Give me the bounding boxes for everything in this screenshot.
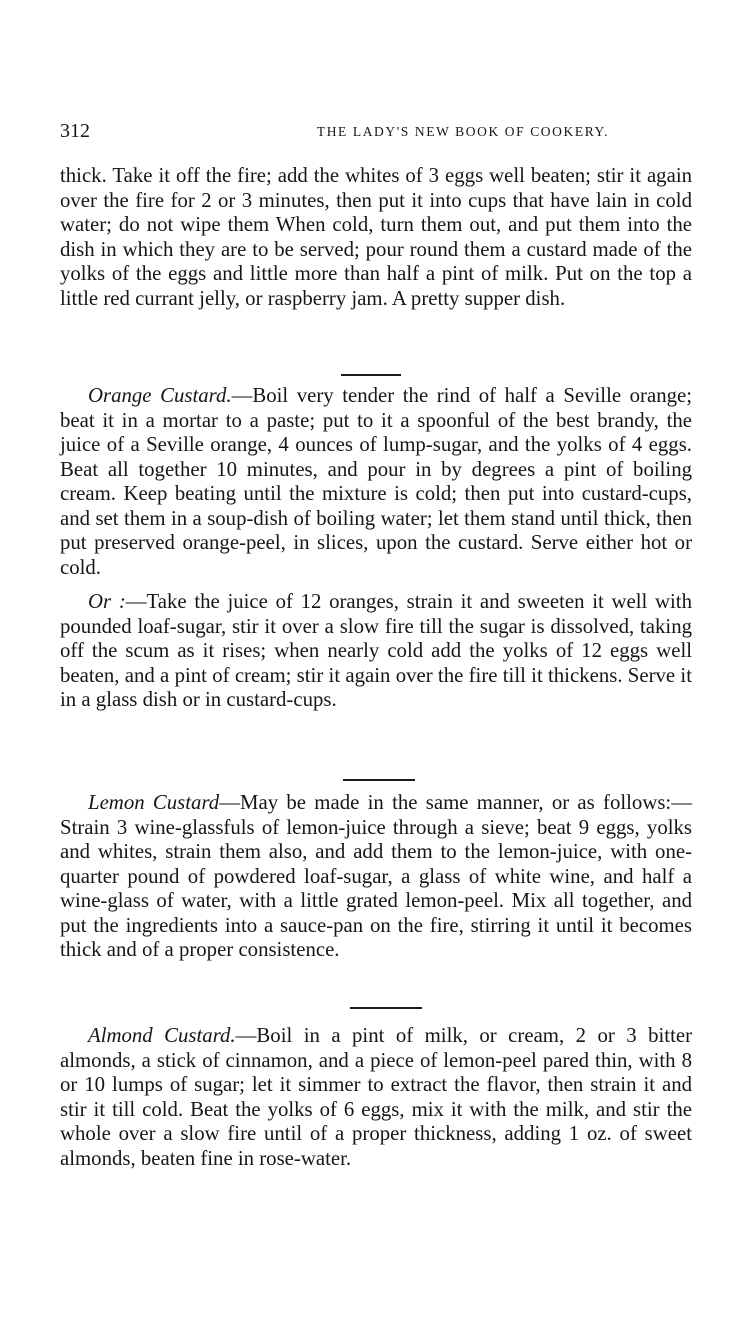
lemon-custard-block [60, 791, 692, 963]
section-divider [341, 374, 401, 376]
orange-variant-text: —Take the juice of 12 oranges, strain it and sweeten it well with pounded loaf-sugar, stir it over a slow fire till the sugar is dissolved, taking off the scum as it rises; when nearly cold add the yolks of 12 eggs well beaten, and a pint of cream; stir it again over the fire till it thickens. Serve it in a glass dish or in custard-cups. [60, 590, 692, 711]
section-divider [343, 779, 415, 781]
page-number: 312 [60, 120, 90, 142]
almond-custard-block [60, 1024, 692, 1171]
lemon-custard-title: Lemon Custard [88, 791, 220, 814]
almond-custard-title: Almond Custard. [88, 1024, 236, 1047]
lemon-custard-text: —May be made in the same manner, or as follows:—Strain 3 wine-glassfuls of lemon-juice through a sieve; beat 9 eggs, yolks and whites, strain them also, and add them to the lemon-juice, with one-quarter pound of powdered loaf-sugar, a glass of white wine, and half a wine-glass of water, with a little grated lemon-peel. Mix all together, and put the ingredients into a sauce-pan on the fire, stirring it until it becomes thick and of a proper consistence. [60, 791, 693, 961]
continuation-block [60, 164, 692, 311]
continuation-paragraph [60, 164, 692, 311]
section-divider [350, 1007, 422, 1009]
orange-custard-title: Orange Custard. [88, 384, 232, 407]
orange-custard-block [60, 384, 692, 713]
orange-custard-text: —Boil very tender the rind of half a Seville orange; beat it in a mortar to a paste; put to it a spoonful of the best brandy, the juice of a Seville orange, 4 ounces of lump-sugar, and the yolks of 4 eggs. Beat all together 10 minutes, and pour in by degrees a pint of boiling cream. Keep beating until the mixture is cold; then put into custard-cups, and set them in a soup-dish of boiling water; let them stand until thick, then put preserved orange-peel, in slices, upon the custard. Serve either hot or cold. [60, 384, 693, 579]
orange-variant-title: Or : [88, 590, 126, 613]
paragraph-gap [60, 580, 692, 590]
almond-custard-recipe [60, 1024, 692, 1171]
page-header [60, 118, 690, 144]
lemon-custard-recipe [60, 791, 692, 963]
orange-custard-recipe [60, 384, 692, 580]
orange-variant-recipe [60, 590, 692, 713]
almond-custard-text: —Boil in a pint of milk, or cream, 2 or 3 bitter almonds, a stick of cinnamon, and a piece of lemon-peel pared thin, with 8 or 10 lumps of sugar; let it simmer to extract the flavor, then strain it and stir it till cold. Beat the yolks of 6 eggs, mix it with the milk, and stir the whole over a slow fire until of a proper thickness, adding 1 oz. of sweet almonds, beaten fine in rose-water. [60, 1024, 693, 1170]
continuation-text: thick. Take it off the fire; add the whites of 3 eggs well beaten; stir it again over the fire for 2 or 3 minutes, then put it into cups that have lain in cold water; do not wipe them When cold, turn them out, and put them into the dish in which they are to be served; pour round them a custard made of the yolks of the eggs and little more than half a pint of milk. Put on the top a little red currant jelly, or raspberry jam. A pretty supper dish. [60, 164, 692, 310]
running-title: THE LADY'S NEW BOOK OF COOKERY. [316, 124, 610, 139]
